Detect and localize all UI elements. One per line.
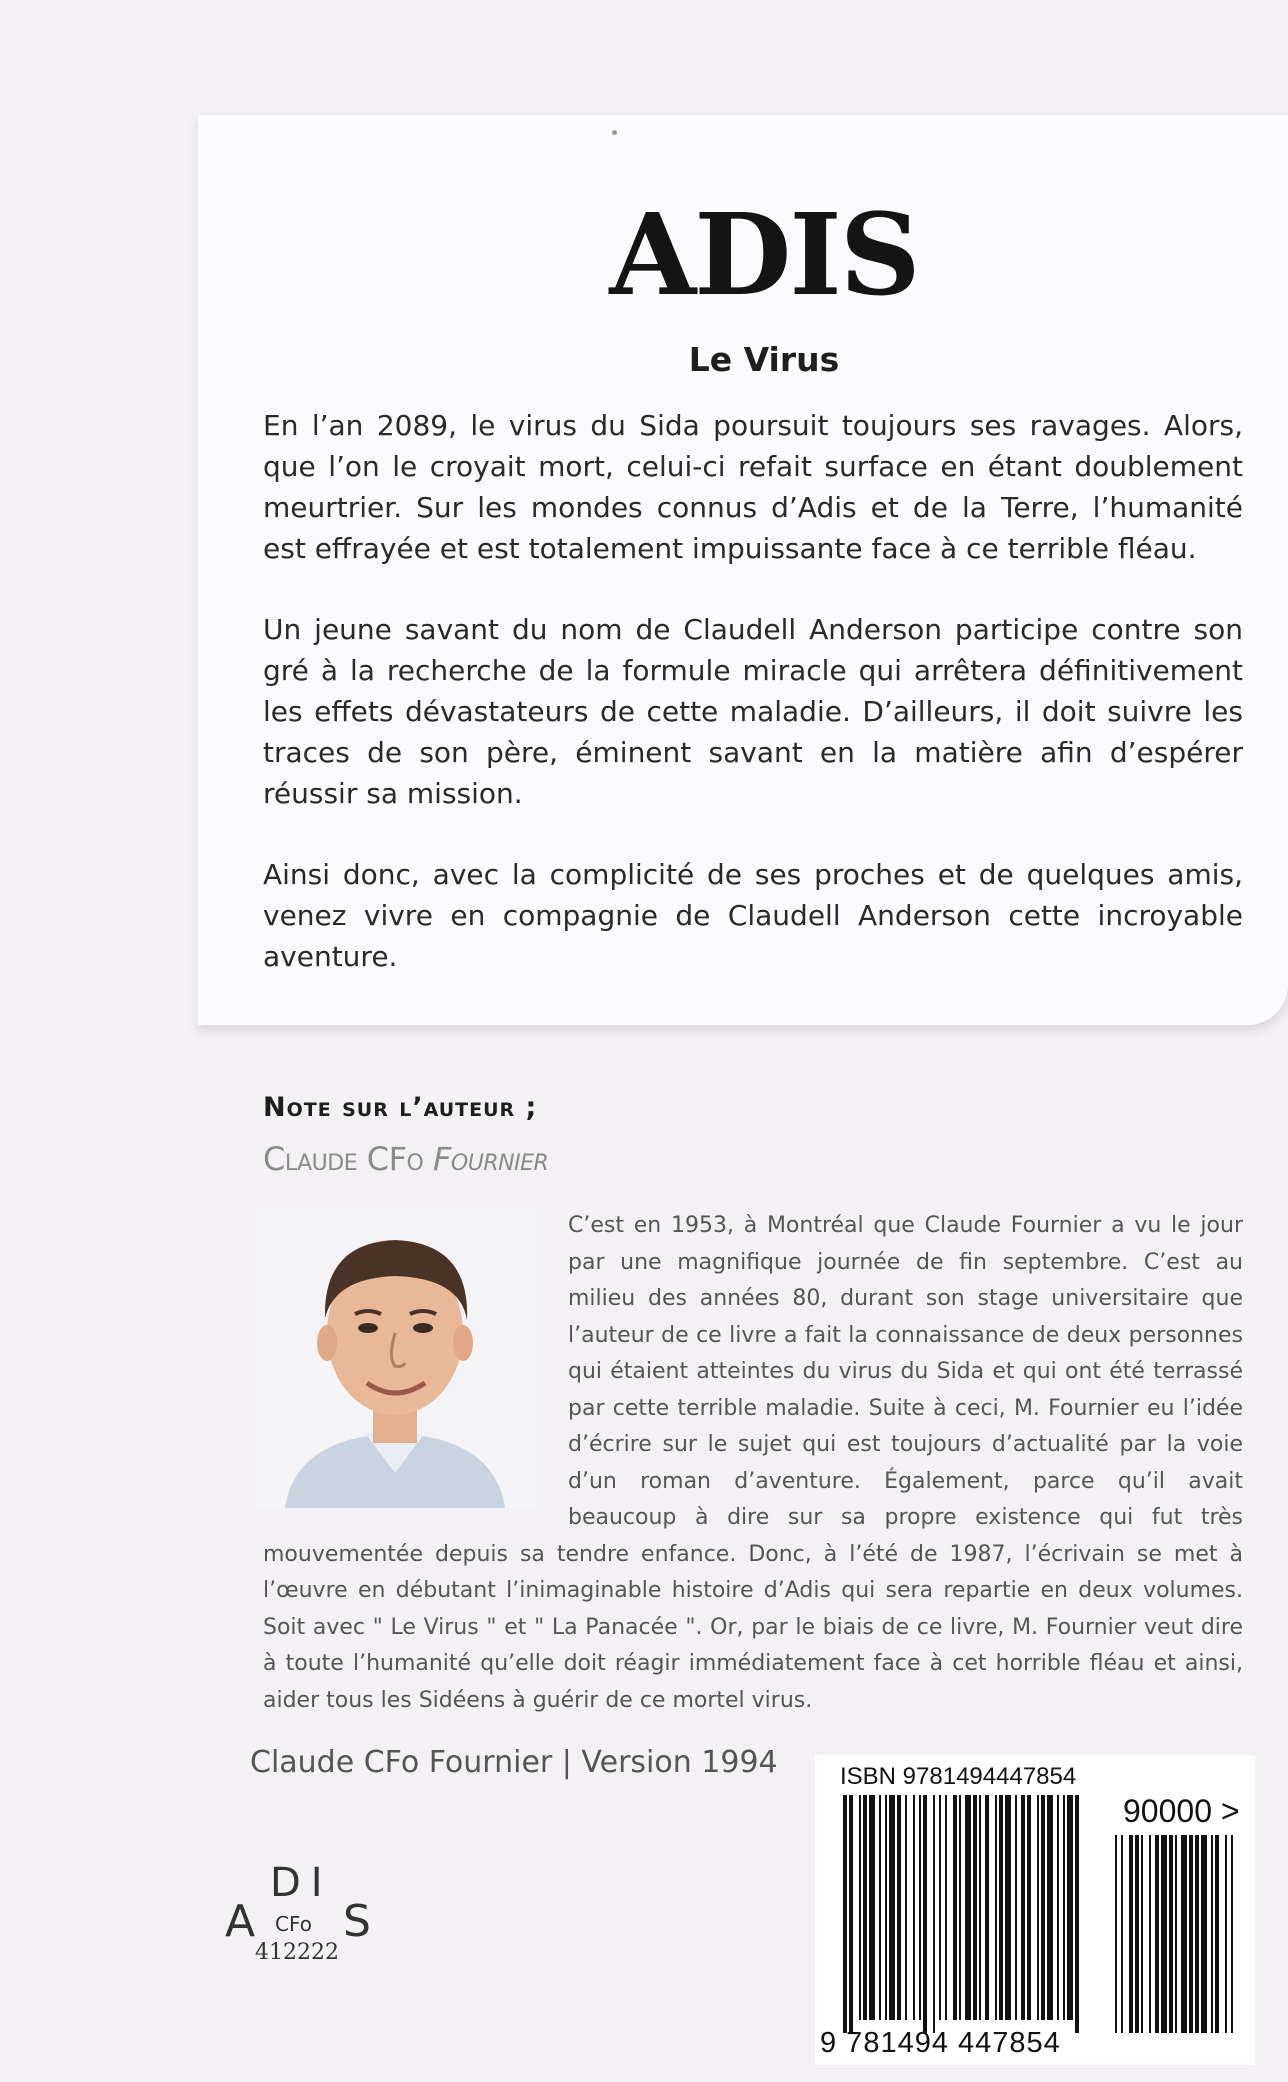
logo-letters-mid: CFo xyxy=(275,1912,312,1936)
speck xyxy=(612,130,617,135)
isbn-barcode xyxy=(815,1755,1255,2065)
price-code: 90000 > xyxy=(1123,1793,1240,1829)
logo-number: 412222 xyxy=(255,1940,339,1965)
synopsis-paragraph-2: Un jeune savant du nom de Claudell Anderson participe contre son gré à la recherche de la formule miracle qui arrêtera définitivement les effets dévastateurs de cette maladie. D’ailleurs, il doit suivre les traces de son père, éminent savant en la matière afin d’espérer réussir sa mission. xyxy=(263,613,1243,810)
logo-letter-left: A xyxy=(225,1896,256,1947)
isbn-label: ISBN 9781494447854 xyxy=(840,1763,1077,1790)
footer-credit: Claude CFo Fournier | Version 1994 xyxy=(250,1745,778,1780)
synopsis-paragraph-3: Ainsi donc, avec la complicité de ses proches et de quelques amis, venez vivre en compagnie de Claudell Anderson cette incroyable aventure. xyxy=(263,858,1243,973)
book-title: ADIS xyxy=(609,190,919,321)
author-portrait-icon xyxy=(255,1208,535,1508)
author-name-last: Fournier xyxy=(433,1140,549,1178)
book-subtitle: Le Virus xyxy=(688,340,840,379)
logo-letter-right: S xyxy=(343,1896,371,1947)
logo-letters-top: DI xyxy=(270,1860,333,1906)
barcode-digits: 9 781494 447854 xyxy=(820,2027,1061,2059)
author-name-first: Claude CFo xyxy=(263,1140,434,1178)
synopsis-paragraph-1: En l’an 2089, le virus du Sida poursuit toujours ses ravages. Alors, que l’on le croyait mort, celui-ci refait surface en étant doublement meurtrier. Sur les mondes connus d’Adis et de la Terre, l’humanité est effrayée et est totalement impuissante face à ce terrible fléau. xyxy=(263,409,1243,565)
author-bio-text: C’est en 1953, à Montréal que Claude Fournier a vu le jour par une magnifique journée de fin septembre. C’est au milieu des années 80, durant son stage universitaire que l’auteur de ce livre a fait la connaissance de deux personnes qui étaient atteintes du virus du Sida et qui ont été terrassé par cette terrible maladie. Suite à ceci, M. Fournier eu l’idée d’écrire sur le sujet qui est toujours d’actualité par la voie d’un roman d’aventure. Également, parce qu’il avait beaucoup à dire sur sa propre existence qui fut très mouvementée depuis sa tendre enfance. Donc, à l’été de 1987, l’écrivain se met à l’œuvre en débutant l’inimaginable histoire d’Adis qui sera repartie en deux volumes. Soit avec " Le Virus " et " La Panacée ". Or, par le biais de ce livre, M. Fournier veut dire à toute l’humanité qu’elle doit réagir immédiatement face à cet horrible fléau et ainsi, aider tous les Sidéens à guérir de ce mortel virus. xyxy=(263,1213,1243,1713)
author-note-heading: Note sur l’auteur ; xyxy=(263,1092,538,1123)
author-photo xyxy=(255,1208,535,1508)
synopsis-text xyxy=(263,405,1243,1017)
author-name xyxy=(263,1140,548,1178)
barcode-icon xyxy=(815,1755,1255,2065)
publisher-logo xyxy=(225,1860,385,1970)
